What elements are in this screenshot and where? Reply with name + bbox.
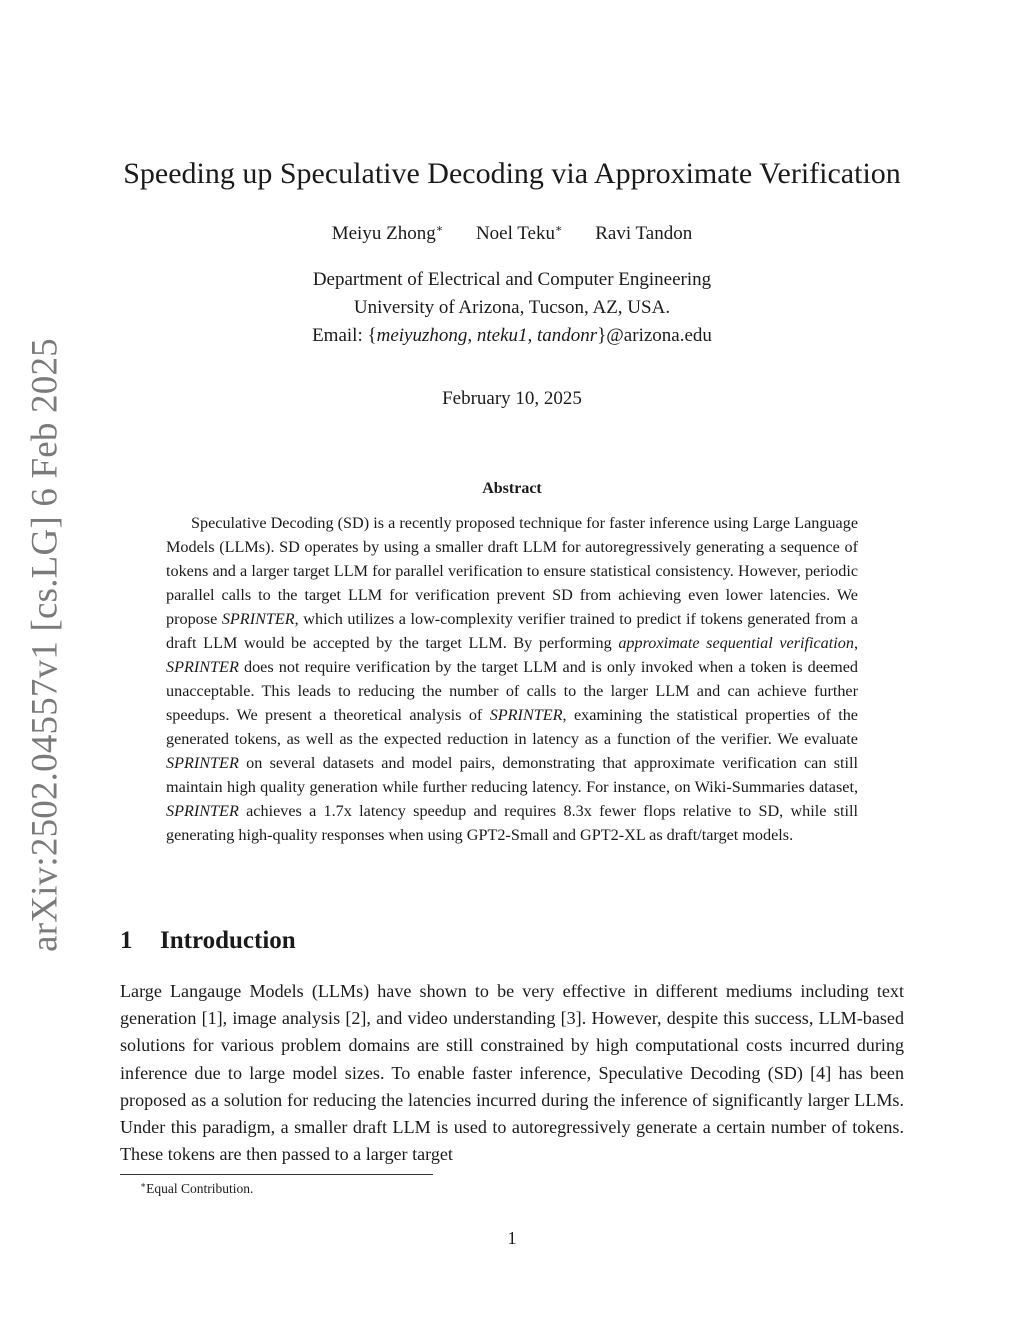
page-number: 1: [507, 1228, 517, 1248]
author-name: Ravi Tandon: [595, 223, 693, 244]
footnote-mark: ∗: [140, 1180, 147, 1190]
author-name: Meiyu Zhong∗: [331, 223, 444, 244]
paper-title: Speeding up Speculative Decoding via Approximate Verification: [123, 157, 901, 190]
publication-date: February 10, 2025: [442, 388, 582, 409]
author-name: Noel Teku∗: [475, 223, 563, 244]
arxiv-identifier-stamp: arXiv:2502.04557v1 [cs.LG] 6 Feb 2025: [24, 338, 66, 952]
footnote: [140, 1180, 253, 1197]
abstract-text: Speculative Decoding (SD) is a recently proposed technique for faster inference using Large Language Models (LLMs). SD operates by using a smaller draft LLM for autoregressively generating a sequence of tokens and a larger target LLM for parallel verification to ensure statistical consistency. However, periodic parallel calls to the target LLM for verification prevent SD from achieving even lower latencies. We propose SPRINTER, which utilizes a low-complexity verifier trained to predict if tokens generated from a draft LLM would be accepted by the target LLM. By performing approximate sequential verification, SPRINTER does not require verification by the target LLM and is only invoked when a token is deemed unacceptable. This leads to reducing the number of calls to the larger LLM and can achieve further speedups. We present a theoretical analysis of SPRINTER, examining the statistical properties of the generated tokens, as well as the expected reduction in latency as a function of the verifier. We evaluate SPRINTER on several datasets and model pairs, demonstrating that approximate verification can still maintain high quality generation while further reducing latency. For instance, on Wiki-Summaries dataset, SPRINTER achieves a 1.7x latency speedup and requires 8.3x fewer flops relative to SD, while still generating high-quality responses when using GPT2-Small and GPT2-XL as draft/target models.: [166, 514, 858, 844]
equal-contribution-mark: ∗: [555, 223, 563, 235]
section-number: 1: [120, 927, 133, 954]
email-usernames: meiyuzhong, nteku1, tandonr: [376, 325, 598, 346]
email-line: Email: {meiyuzhong, nteku1, tandonr}@arizona.edu: [312, 325, 712, 346]
section-heading-introduction: [120, 927, 296, 955]
abstract-heading: Abstract: [482, 480, 542, 497]
author-list: [0, 222, 1024, 245]
section-title: Introduction: [160, 927, 296, 954]
footnote-divider: [120, 1174, 433, 1175]
footnote-text: Equal Contribution.: [146, 1181, 254, 1196]
university: University of Arizona, Tucson, AZ, USA.: [353, 297, 671, 318]
introduction-paragraph: Large Langauge Models (LLMs) have shown to be very effective in different mediums including text generation [1], image analysis [2], and video understanding [3]. However, despite this success, LLM-based solutions for various problem domains are still constrained by high computational costs incurred during inference due to large model sizes. To enable faster inference, Speculative Decoding (SD) [4] has been proposed as a solution for reducing the latencies incurred during the inference of significantly larger LLMs. Under this paradigm, a smaller draft LLM is used to autoregressively generate a certain number of tokens. These tokens are then passed to a larger target: [120, 981, 904, 1165]
equal-contribution-mark: ∗: [435, 223, 444, 235]
department: Department of Electrical and Computer Engineering: [312, 269, 712, 290]
affiliation-block: [0, 266, 1024, 350]
